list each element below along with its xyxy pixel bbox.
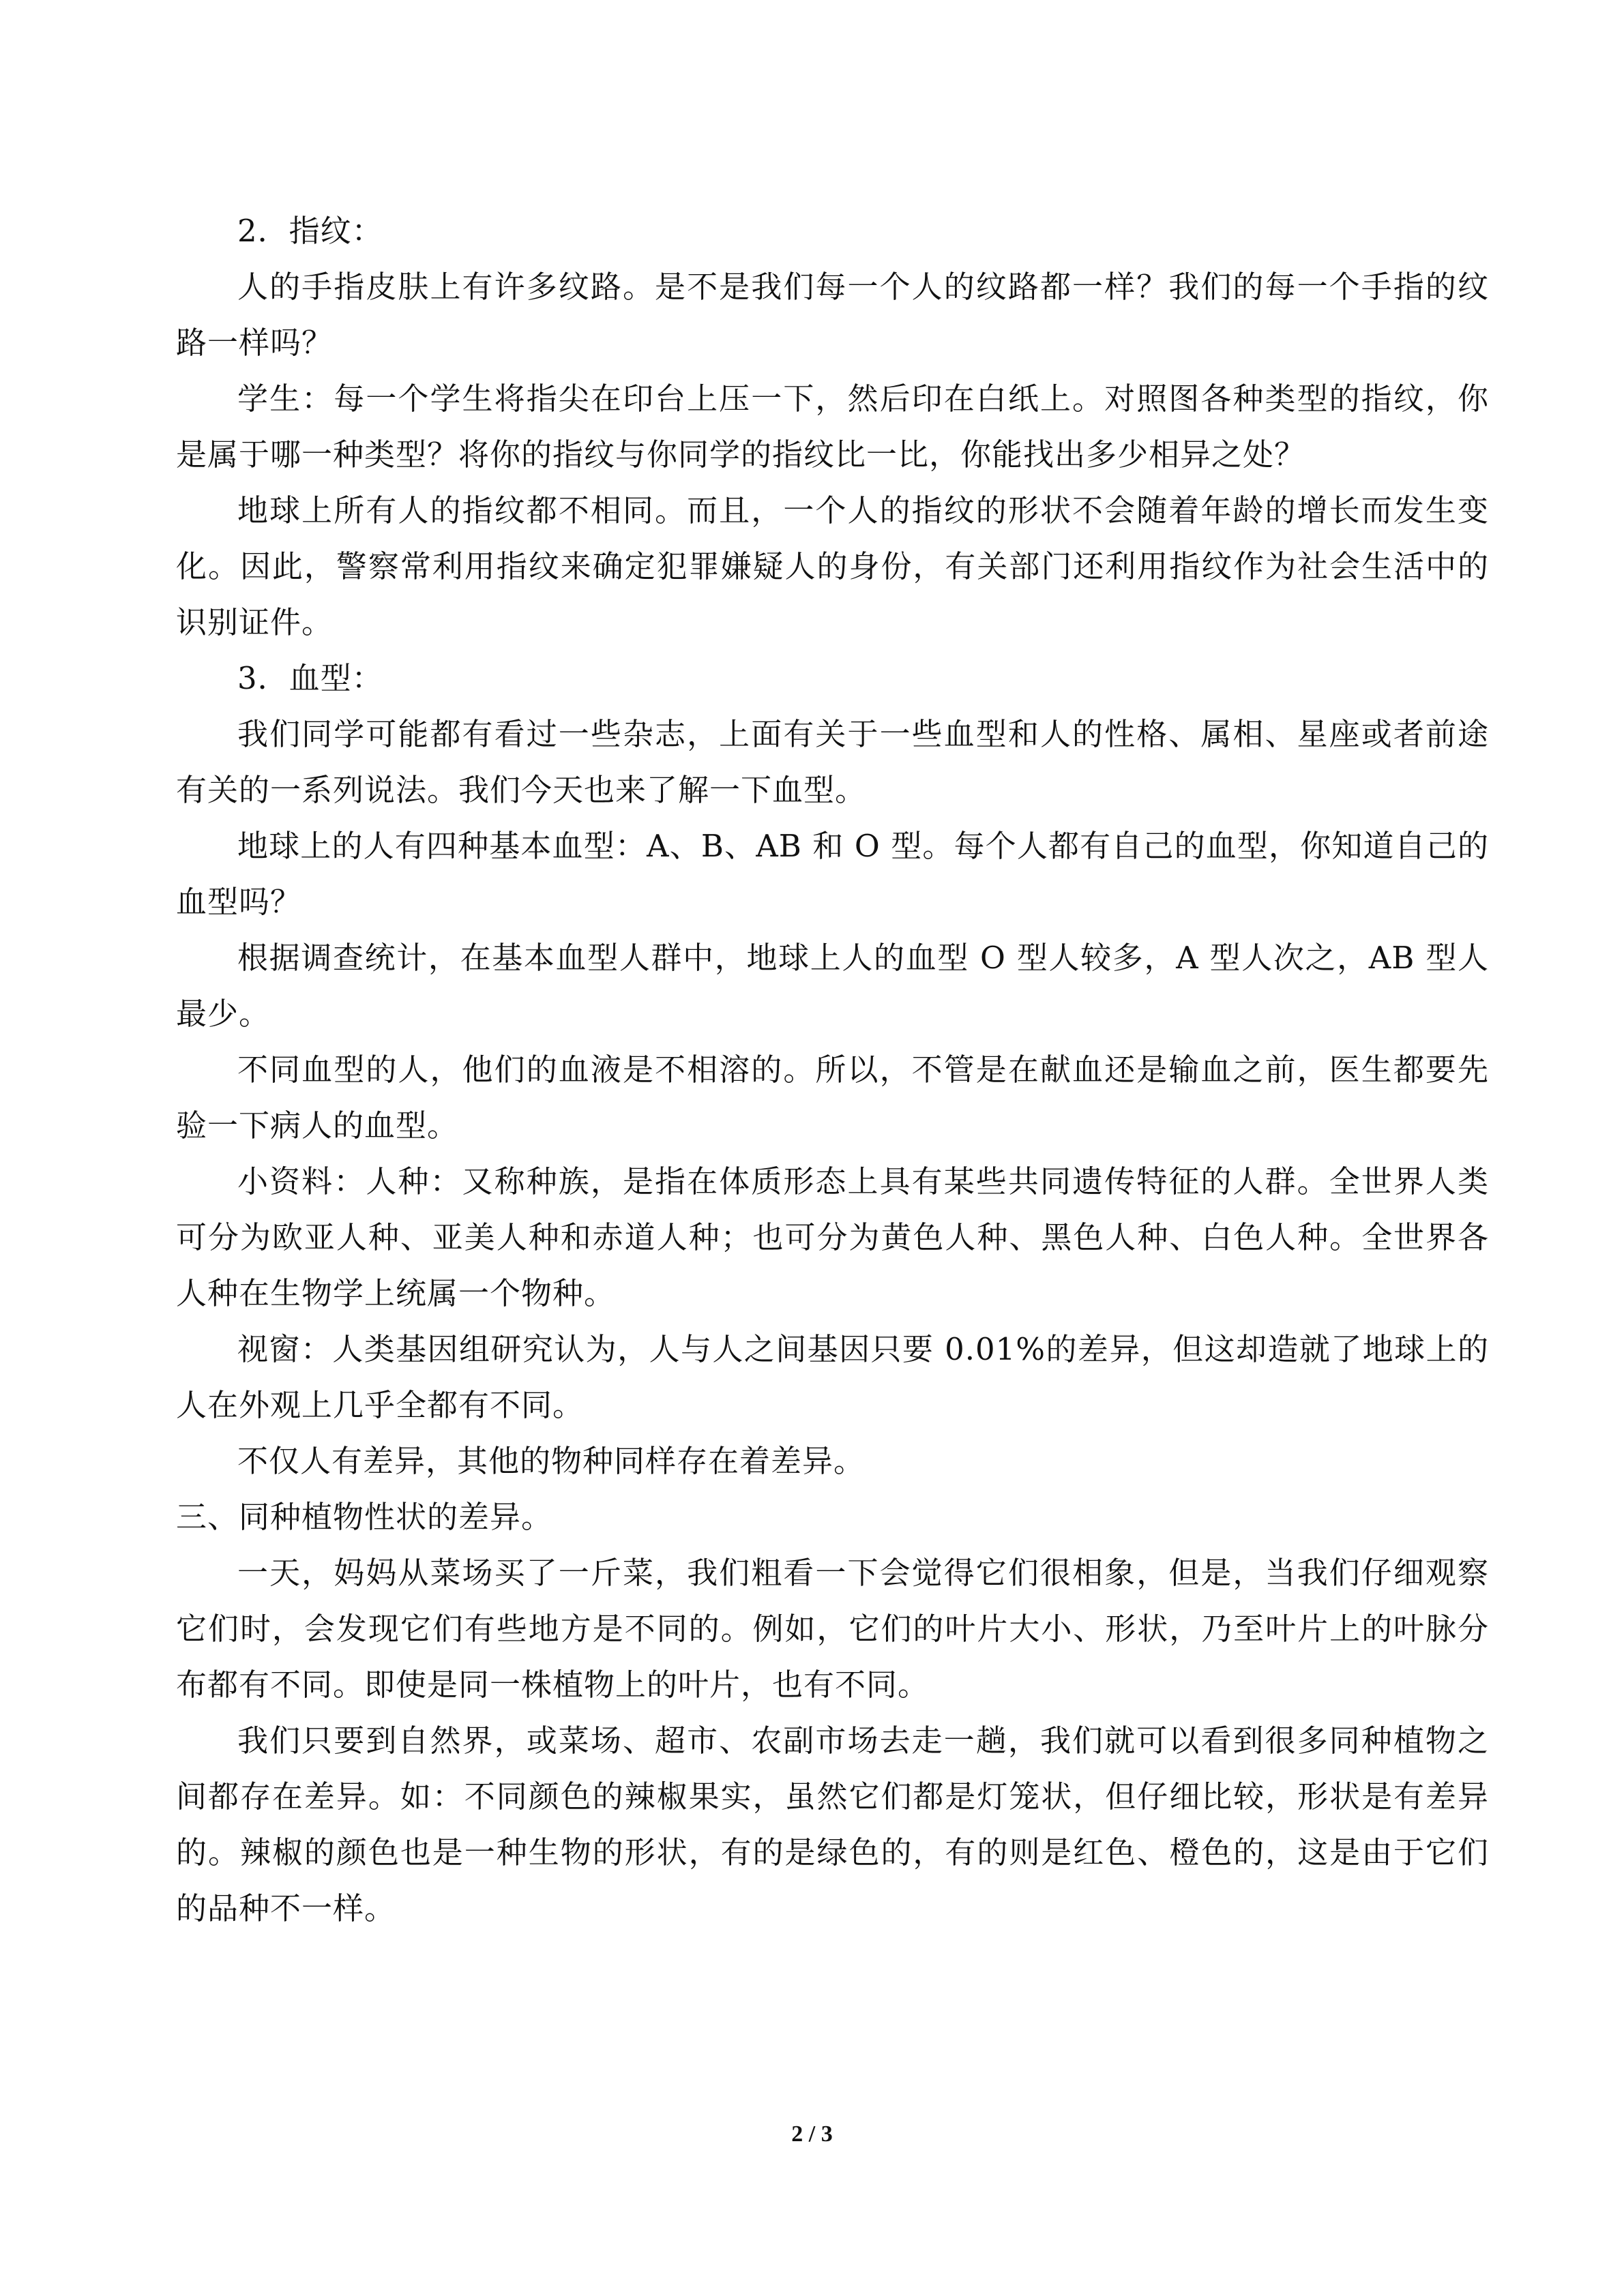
paragraph-blood-transfusion: 不同血型的人，他们的血液是不相溶的。所以，不管是在献血还是输血之前，医生都要先验一下病人的血型。	[176, 1052, 1489, 1144]
paragraph-peppers: 我们只要到自然界，或菜场、超市、农副市场去走一趟，我们就可以看到很多同种植物之间都存在差异。如：不同颜色的辣椒果实，虽然它们都是灯笼状，但仔细比较，形状是有差异的。辣椒的颜色也是一种生物的形状，有的是绿色的，有的则是红色、橙色的，这是由于它们的品种不一样。	[176, 1723, 1489, 1926]
paragraph-blood-four-types: 地球上的人有四种基本血型：A、B、AB 和 O 型。每个人都有自己的血型，你知道自己的血型吗？	[176, 828, 1489, 920]
heading-fingerprint: 2．指纹：	[237, 213, 383, 249]
document-body	[176, 203, 1489, 1937]
paragraph-vegetables: 一天，妈妈从菜场买了一斤菜，我们粗看一下会觉得它们很相象，但是，当我们仔细观察它们时，会发现它们有些地方是不同的。例如，它们的叶片大小、形状，乃至叶片上的叶脉分布都有不同。即使是同一株植物上的叶片，也有不同。	[176, 1555, 1489, 1703]
heading-plant-traits: 三、同种植物性状的差异。	[176, 1499, 553, 1535]
paragraph-blood-magazine: 我们同学可能都有看过一些杂志，上面有关于一些血型和人的性格、属相、星座或者前途有关的一系列说法。我们今天也来了解一下血型。	[176, 716, 1489, 808]
paragraph-blood-statistics: 根据调查统计，在基本血型人群中，地球上人的血型 O 型人较多，A 型人次之，AB 型人最少。	[176, 940, 1489, 1032]
paragraph-species-differences: 不仅人有差异，其他的物种同样存在着差异。	[237, 1443, 866, 1479]
paragraph-fingerprint-unique: 地球上所有人的指纹都不相同。而且，一个人的指纹的形状不会随着年龄的增长而发生变化。因此，警察常利用指纹来确定犯罪嫌疑人的身份，有关部门还利用指纹作为社会生活中的识别证件。	[176, 492, 1489, 640]
page-number: 2 / 3	[791, 2121, 833, 2147]
paragraph-race-info: 小资料：人种：又称种族，是指在体质形态上具有某些共同遗传特征的人群。全世界人类可分为欧亚人种、亚美人种和赤道人种；也可分为黄色人种、黑色人种、白色人种。全世界各人种在生物学上统属一个物种。	[176, 1163, 1489, 1311]
heading-blood-type: 3．血型：	[237, 660, 383, 696]
paragraph-fingerprint-question: 人的手指皮肤上有许多纹路。是不是我们每一个人的纹路都一样？我们的每一个手指的纹路一样吗？	[176, 269, 1489, 361]
paragraph-student-activity: 学生：每一个学生将指尖在印台上压一下，然后印在白纸上。对照图各种类型的指纹，你是属于哪一种类型？将你的指纹与你同学的指纹比一比，你能找出多少相异之处？	[176, 381, 1489, 473]
paragraph-genome-window: 视窗：人类基因组研究认为，人与人之间基因只要 0.01%的差异，但这却造就了地球上的人在外观上几乎全都有不同。	[176, 1331, 1489, 1423]
